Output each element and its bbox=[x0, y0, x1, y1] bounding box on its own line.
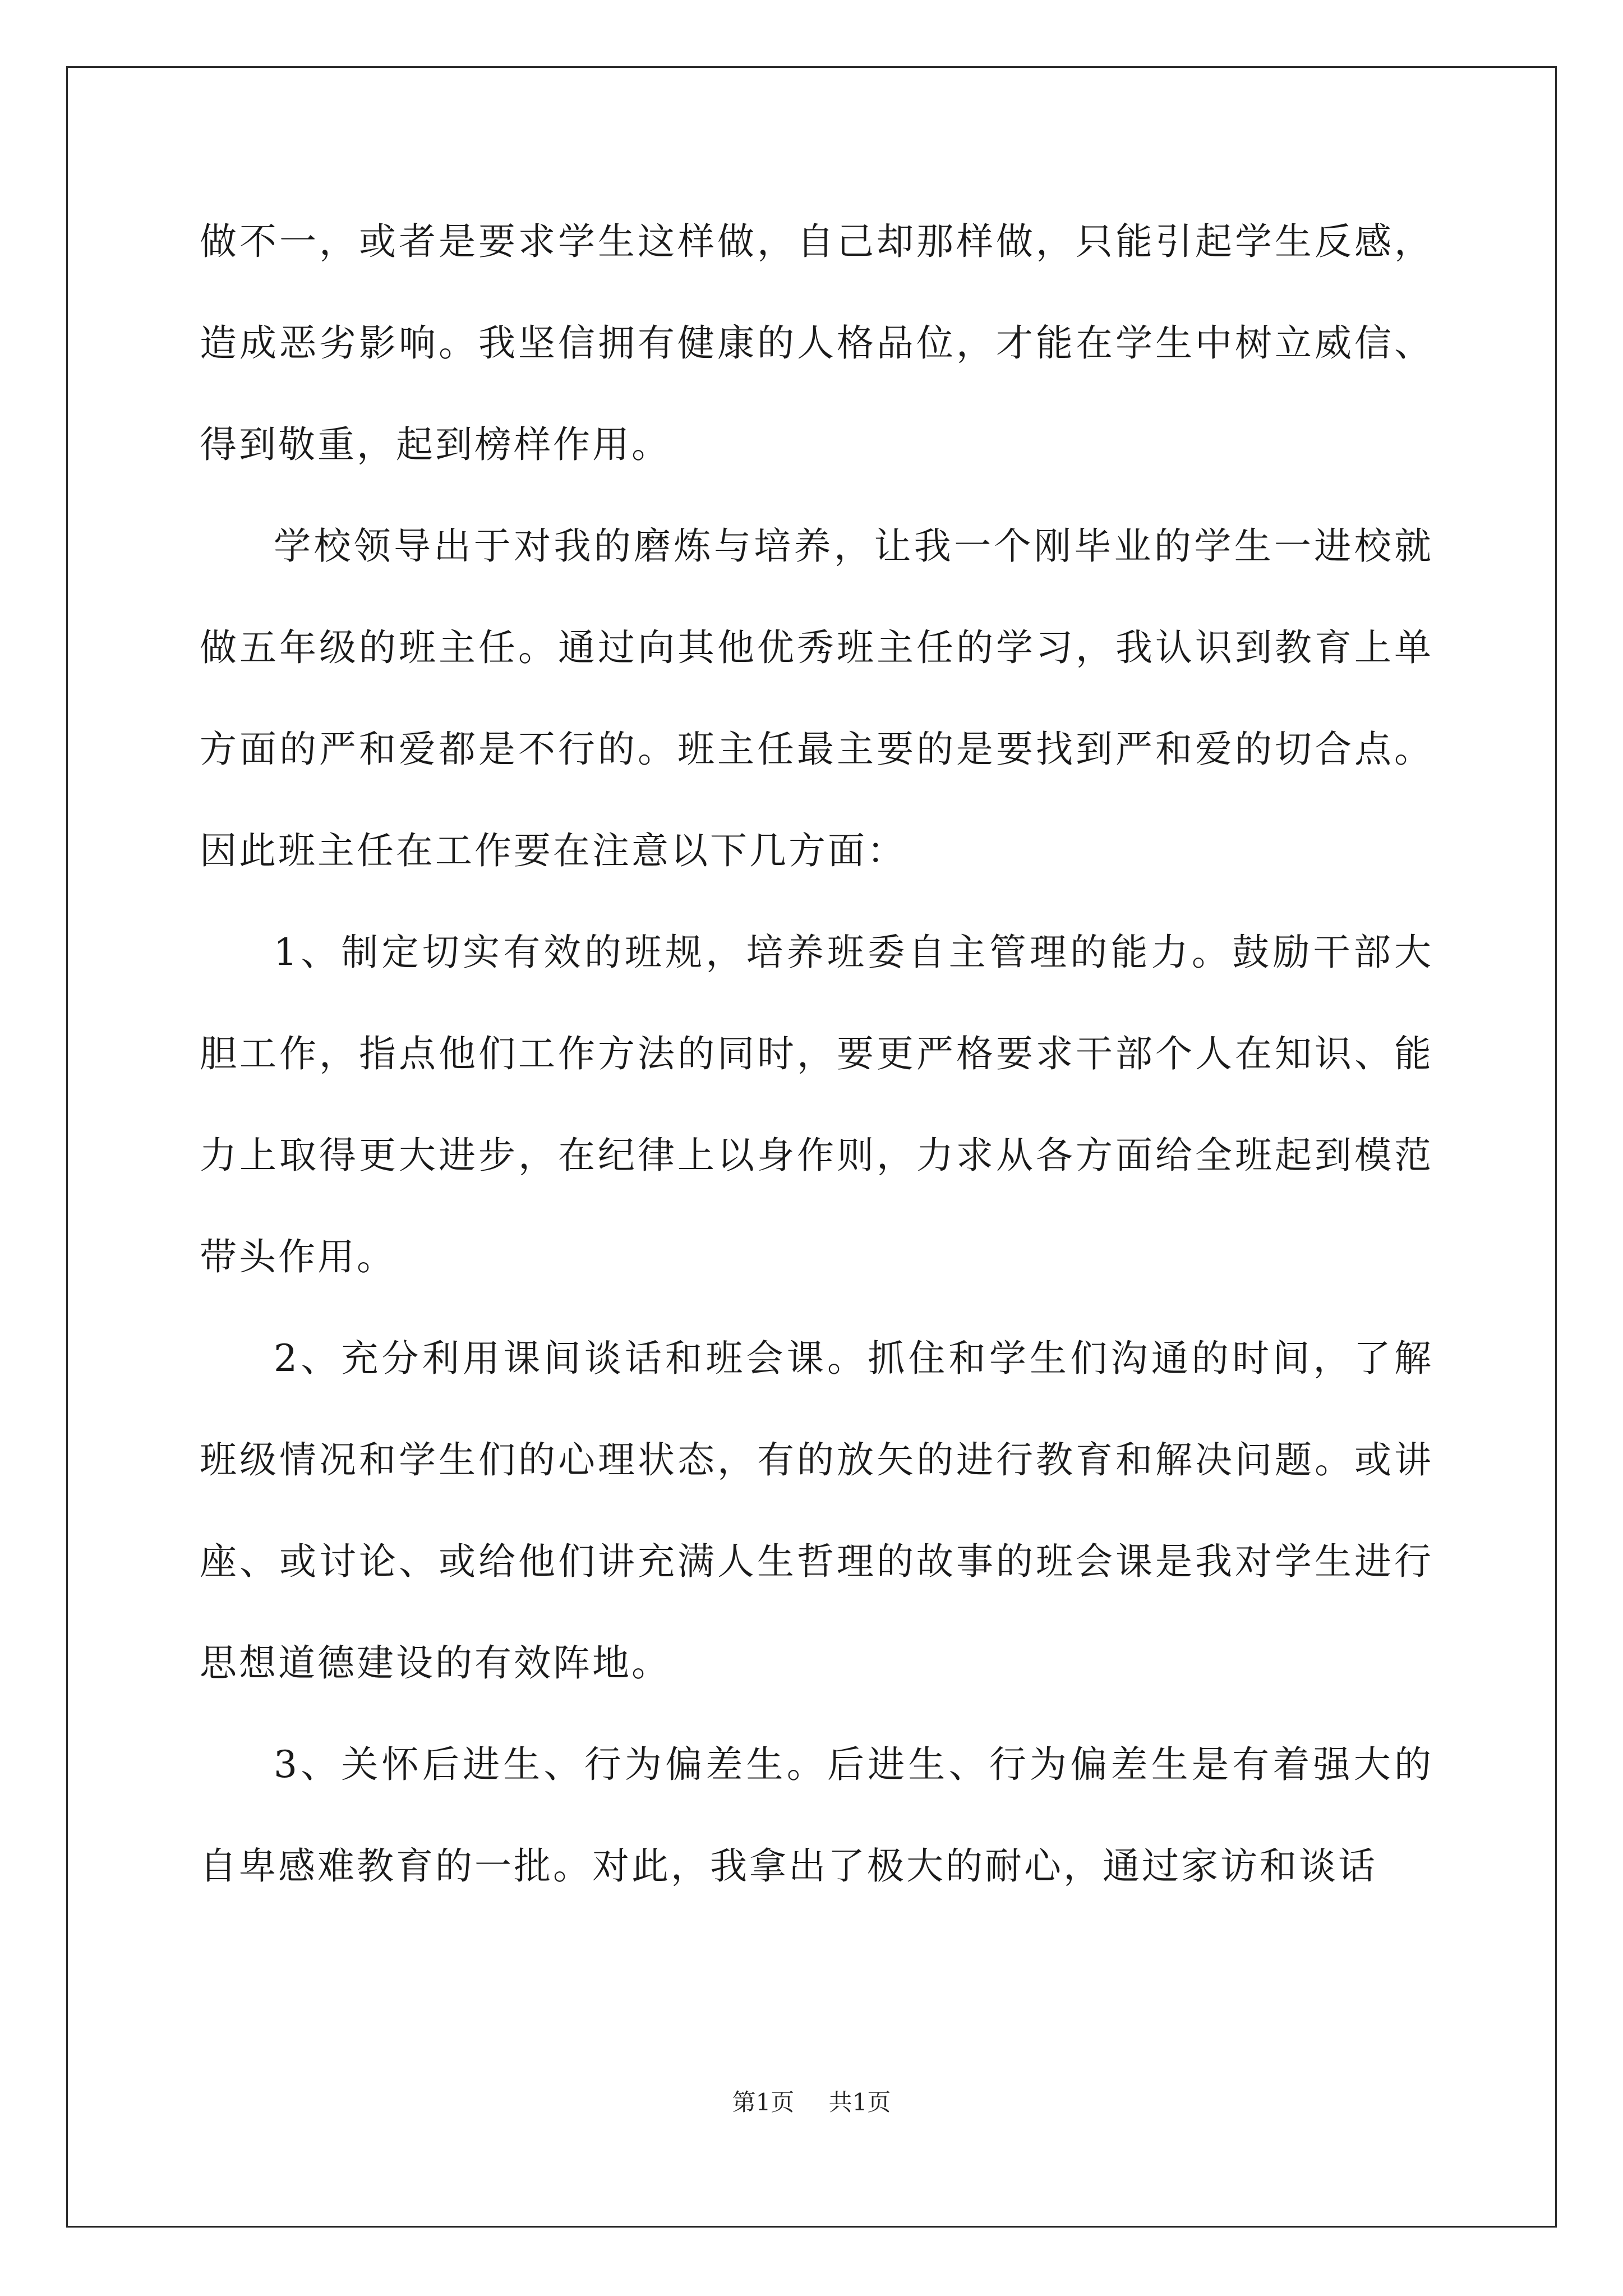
paragraph-2: 学校领导出于对我的磨炼与培养，让我一个刚毕业的学生一进校就做五年级的班主任。通过向其他优秀班主任的学习，我认识到教育上单方面的严和爱都是不行的。班主任最主要的是要找到严和爱的切合点。因此班主任在工作要在注意以下几方面： bbox=[200, 524, 1433, 872]
paragraph-4: 2、充分利用课间谈话和班会课。抓住和学生们沟通的时间，了解班级情况和学生们的心理状态，有的放矢的进行教育和解决问题。或讲座、或讨论、或给他们讲充满人生哲理的故事的班会课是我对学生进行思想道德建设的有效阵地。 bbox=[200, 1337, 1433, 1685]
paragraph-5: 3、关怀后进生、行为偏差生。后进生、行为偏差生是有着强大的自卑感难教育的一批。对此，我拿出了极大的耐心，通过家访和谈话 bbox=[200, 1743, 1433, 1888]
page-number: 第1页 bbox=[732, 2088, 795, 2116]
document-body bbox=[200, 191, 1433, 1917]
paragraph-3: 1、制定切实有效的班规，培养班委自主管理的能力。鼓励干部大胆工作，指点他们工作方法的同时，要更严格要求干部个人在知识、能力上取得更大进步，在纪律上以身作则，力求从各方面给全班起到模范带头作用。 bbox=[200, 931, 1433, 1278]
page-footer bbox=[0, 2084, 1623, 2118]
page-total: 共1页 bbox=[828, 2088, 891, 2116]
paragraph-1: 做不一，或者是要求学生这样做，自己却那样做，只能引起学生反感，造成恶劣影响。我坚信拥有健康的人格品位，才能在学生中树立威信、得到敬重，起到榜样作用。 bbox=[200, 220, 1433, 466]
